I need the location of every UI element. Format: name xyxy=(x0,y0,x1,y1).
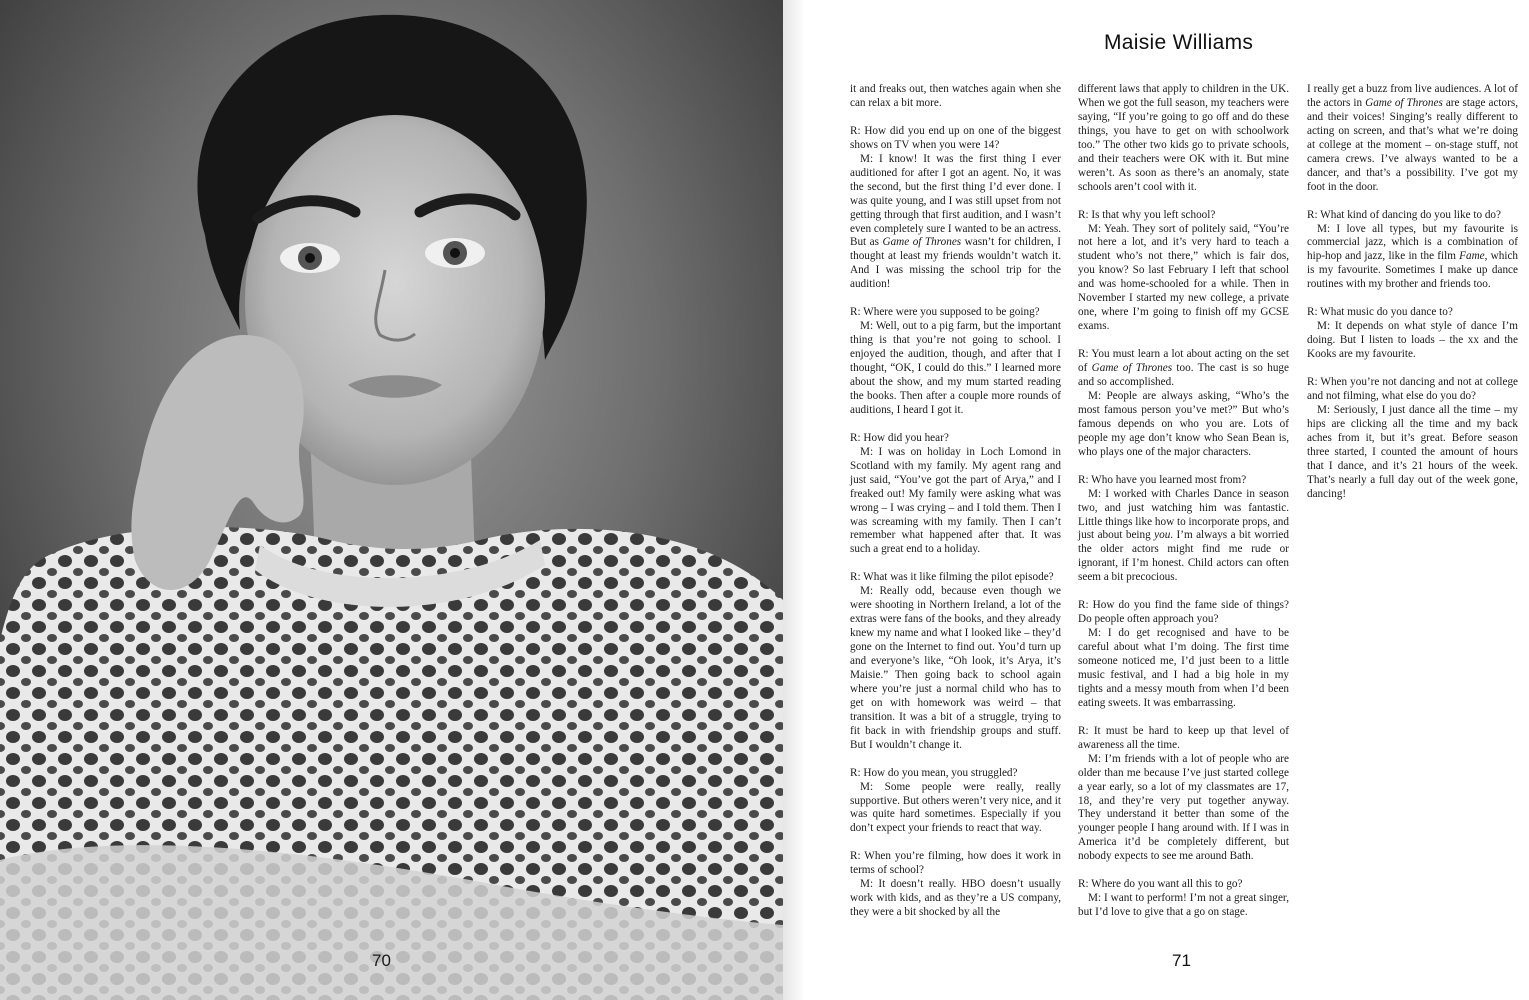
page-number-left: 70 xyxy=(372,951,391,970)
interview-answer: M: Yeah. They sort of politely said, “You’re not here a lot, and it’s very hard to teach a student who’s not there,” which is fair dos, you know? So last February I left that school and was home-schooled for a while. Then in November I started my new college, a private one, where I’m going to finish off my GCSE exams. xyxy=(1078,222,1289,333)
interview-answer: M: I know! It was the first thing I ever auditioned for after I got an agent. No, it was the second, but the first thing I’d ever done. I was quite young, and I was still upset from not getting through that first audition, and I wasn’t even completely sure I wanted to be an actress. But as Game of Thrones wasn’t for children, I thought at least my friends wouldn’t watch it. And I was missing the school trip for the audition! xyxy=(850,152,1062,291)
interview-answer: M: It doesn’t really. HBO doesn’t usually work with kids, and as they’re a US company, they were a bit shocked by all the xyxy=(850,878,1061,919)
interview-answer: M: I’m friends with a lot of people who are older than me because I’ve just started college a year early, so a lot of my classmates are 17, 18, and they’re very put together anyway. They understand it better than some of the younger people I hang around with. If I was in America it’d be completely different, but nobody expects to see me around Bath. xyxy=(1078,752,1289,863)
interview-question: R: How did you end up on one of the biggest shows on TV when you were 14? xyxy=(850,124,1061,151)
interview-question: R: What kind of dancing do you like to do? xyxy=(1307,208,1501,221)
text-column-3 xyxy=(1307,83,1518,502)
interview-answer: M: I love all types, but my favourite is commercial jazz, which is a combination of hip-hop and jazz, like in the film Fame, which is my favourite. Sometimes I make up dance routines with my brother and friends too. xyxy=(1307,222,1519,291)
page-number-right: 71 xyxy=(1172,951,1191,970)
interview-question: R: Where were you supposed to be going? xyxy=(850,306,1040,319)
interview-answer: M: People are always asking, “Who’s the most famous person you’ve met?” But who’s famous depends on who you are. Lots of people my age don’t know who Sean Bean is, who plays one of the major characters. xyxy=(1078,389,1289,458)
interview-question: R: What music do you dance to? xyxy=(1307,306,1453,319)
interview-answer: M: It depends on what style of dance I’m doing. But I listen to loads – the xx and the Kooks are my favourite. xyxy=(1307,320,1518,361)
interview-question: R: How do you find the fame side of things? Do people often approach you? xyxy=(1078,599,1289,626)
interview-answer: M: Seriously, I just dance all the time – my hips are clicking all the time and my back aches from it, but it’s great. Before season three started, I counted the amount of hours that I dance, and it’s 21 hours of the week. That’s nearly a full day out of the week gone, dancing! xyxy=(1307,403,1518,500)
interview-answer: M: I want to perform! I’m not a great singer, but I’d love to give that a go on stage. xyxy=(1078,892,1289,919)
interview-answer: M: I was on holiday in Loch Lomond in Scotland with my family. My agent rang and just said, “You’ve got the part of Arya,” and I freaked out! My family were asking what was wrong – I was crying – and I told them. Then I was screaming with my family. Then I can’t remember what happened after that. It was such a great end to a holiday. xyxy=(850,445,1061,556)
interview-answer: M: Some people were really, really supportive. But others weren’t very nice, and it was quite hard sometimes. Especially if you don’t expect your friends to react that way. xyxy=(850,780,1061,835)
interview-question: R: What was it like filming the pilot episode? xyxy=(850,571,1054,584)
interview-question: R: When you’re not dancing and not at college and not filming, what else do you do? xyxy=(1307,375,1518,402)
article-title: Maisie Williams xyxy=(1104,31,1254,54)
interview-question: R: When you’re filming, how does it work in terms of school? xyxy=(850,850,1061,877)
continued-paragraph: it and freaks out, then watches again when she can relax a bit more. xyxy=(850,83,1061,109)
interview-answer: M: Well, out to a pig farm, but the important thing is that you’re not going to school. I enjoyed the audition, though, and after that I thought, “OK, I could do this.” I learned more about the show, and my mum started reading the books. Then after a couple more rounds of auditions, I heard I got it. xyxy=(850,320,1061,416)
interview-answer: M: I do get recognised and have to be careful about what I’m doing. The first time someone noticed me, I’d just been to a little music festival, and I had a big hole in my tights and a messy mouth from when I’d been eating sweets. It was embarrassing. xyxy=(1078,627,1289,709)
interview-question: R: Is that why you left school? xyxy=(1078,208,1216,221)
text-column-2 xyxy=(1078,83,1289,920)
interview-question: R: How do you mean, you struggled? xyxy=(850,766,1018,779)
continued-paragraph: I really get a buzz from live audiences. A lot of the actors in Game of Thrones are stage actors, and their voices! Singing’s really different to acting on screen, and that’s what we’re doing at college at the moment – on-stage stuff, not camera crews. I’ve always wanted to be a dancer, and that’s a possibility. I’ve got my foot in the door. xyxy=(1307,83,1518,193)
interview-question: R: Who have you learned most from? xyxy=(1078,473,1247,486)
interview-question: R: Where do you want all this to go? xyxy=(1078,878,1243,891)
interview-answer: M: I worked with Charles Dance in season two, and just watching him was fantastic. Little things like how to incorporate props, and just about being you. I’m always a bit worried the older actors might find me rude or ignorant, if I’m honest. Child actors can often seem a bit precocious. xyxy=(1078,487,1289,584)
interview-question: R: How did you hear? xyxy=(850,431,949,444)
interview-answer: M: Really odd, because even though we were shooting in Northern Ireland, a lot of the extras were fans of the books, and they already knew my name and what I looked like – they’d gone on the Internet to find out. You’d turn up and everyone’s like, “Oh look, it’s Arya, it’s Maisie.” Then going back to school again where you’re just a normal child who has to get on with homework was weird – that transition. It was a bit of a struggle, trying to fit back in with friendship groups and stuff. But I wouldn’t change it. xyxy=(850,585,1061,751)
interview-question: R: You must learn a lot about acting on the set of Game of Thrones too. The cast is so huge and so accomplished. xyxy=(1078,348,1289,388)
text-column-1 xyxy=(850,83,1061,920)
continued-paragraph: different laws that apply to children in the UK. When we got the full season, my teachers were saying, “If you’re going to go off and do these things, you have to get on with schoolwork too.” The other two kids go to private schools, and their teachers were OK with it. But mine weren’t. As soon as there’s an anomaly, state schools aren’t cool with it. xyxy=(1078,83,1289,193)
interview-question: R: It must be hard to keep up that level of awareness all the time. xyxy=(1078,724,1289,751)
